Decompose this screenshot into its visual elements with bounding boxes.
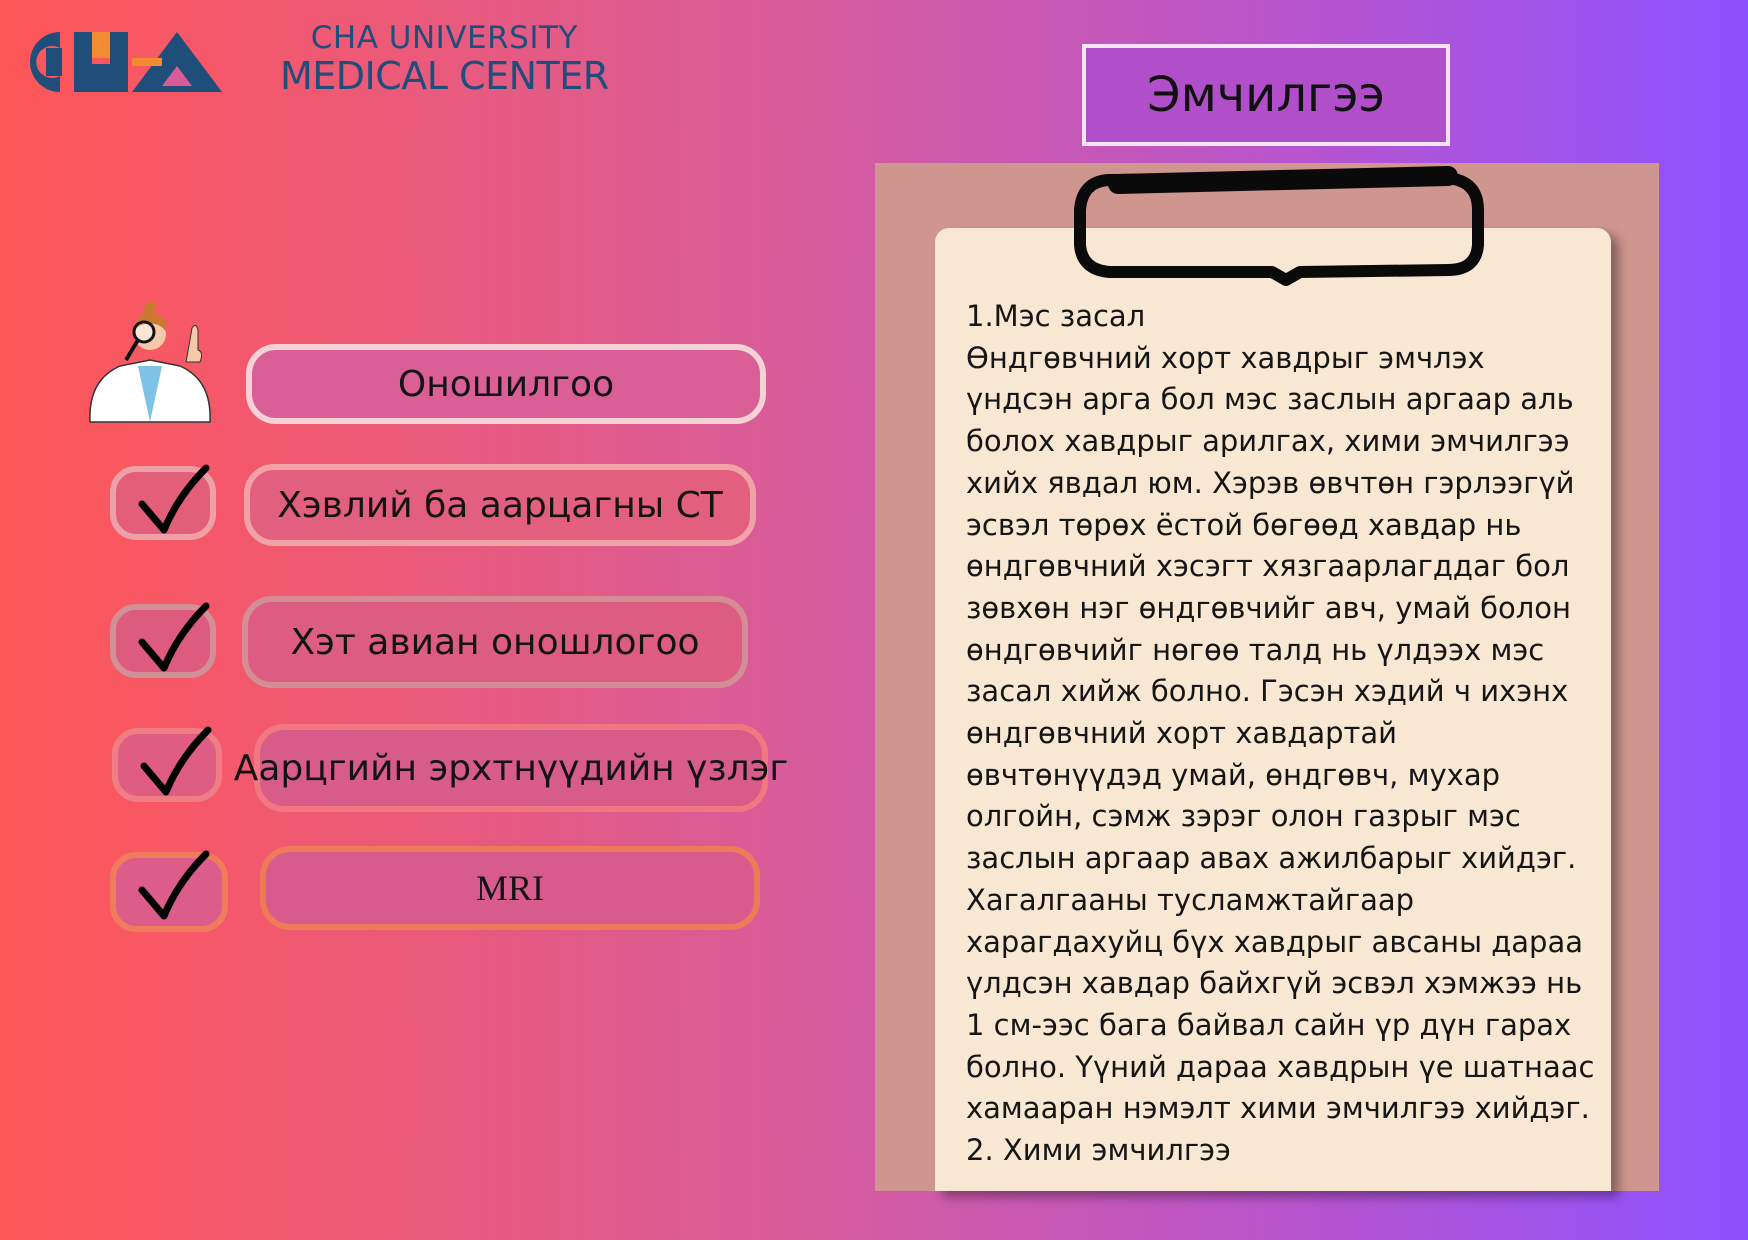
clipboard-clip-icon xyxy=(1068,160,1488,290)
cha-logo xyxy=(12,26,227,98)
brand-line-1: CHA UNIVERSITY xyxy=(310,20,578,56)
diagnosis-item-label: Хэт авиан оношлогоо xyxy=(290,621,700,663)
diagnosis-header-label: Оношилгоо xyxy=(397,363,615,405)
check-icon xyxy=(134,596,214,676)
diagnosis-item-label: Аарцгийн эрхтнүүдийн үзлэг xyxy=(233,747,789,789)
diagnosis-item-ultrasound xyxy=(242,596,748,688)
checkbox-ultrasound[interactable] xyxy=(110,604,216,678)
treatment-text: 1.Мэс засал Өндгөвчний хорт хавдрыг эмчлэх үндсэн арга бол мэс заслын аргаар аль болох хавдрыг арилгах, хими эмчилгээ хийх явдал юм. Хэрэв өвчтөн гэрлээгүй эсвэл төрөх ёстой бөгөөд хавдар нь өндгөвчний хэсэгт хязгаарлагддаг бол зөвхөн нэг өндгөвчийг авч, умай болон өндгөвчийг нөгөө талд нь үлдээх мэс засал хийж болно. Гэсэн хэдий ч ихэнх өндгөвчний хорт хавдартай өвчтөнүүдэд умай, өндгөвч, мухар олгойн, сэмж зэрэг олон газрыг мэс заслын аргаар авах ажилбарыг хийдэг. Хагалгааны тусламжтайгаар харагдахуйц бүх хавдрыг авсаны дараа үлдсэн хавдар байхгүй эсвэл хэмжээ нь 1 см-ээс бага байвал сайн үр дүн гарах болно. Үүний дараа хавдрын үе шатнаас хамааран нэмэлт хими эмчилгээ хийдэг. 2. Хими эмчилгээ xyxy=(966,299,1595,1168)
brand-line-2: MEDICAL CENTER xyxy=(280,54,609,98)
diagnosis-item-ct xyxy=(244,464,756,546)
diagnosis-item-pelvic-exam xyxy=(233,724,789,812)
doctor-with-magnifier-icon xyxy=(80,300,220,430)
checkbox-mri[interactable] xyxy=(110,852,228,932)
check-icon xyxy=(134,458,214,538)
page-title: Эмчилгээ xyxy=(1082,44,1450,146)
checkbox-ct[interactable] xyxy=(110,466,216,540)
diagnosis-item-mri xyxy=(260,846,760,930)
diagnosis-header xyxy=(246,344,766,424)
diagnosis-item-label: MRI xyxy=(475,868,544,908)
check-icon xyxy=(134,844,214,924)
diagnosis-item-label: Хэвлий ба аарцагны СТ xyxy=(277,484,723,526)
checkbox-pelvic-exam[interactable] xyxy=(112,728,222,802)
brand-name xyxy=(280,20,609,98)
check-icon xyxy=(136,720,216,800)
